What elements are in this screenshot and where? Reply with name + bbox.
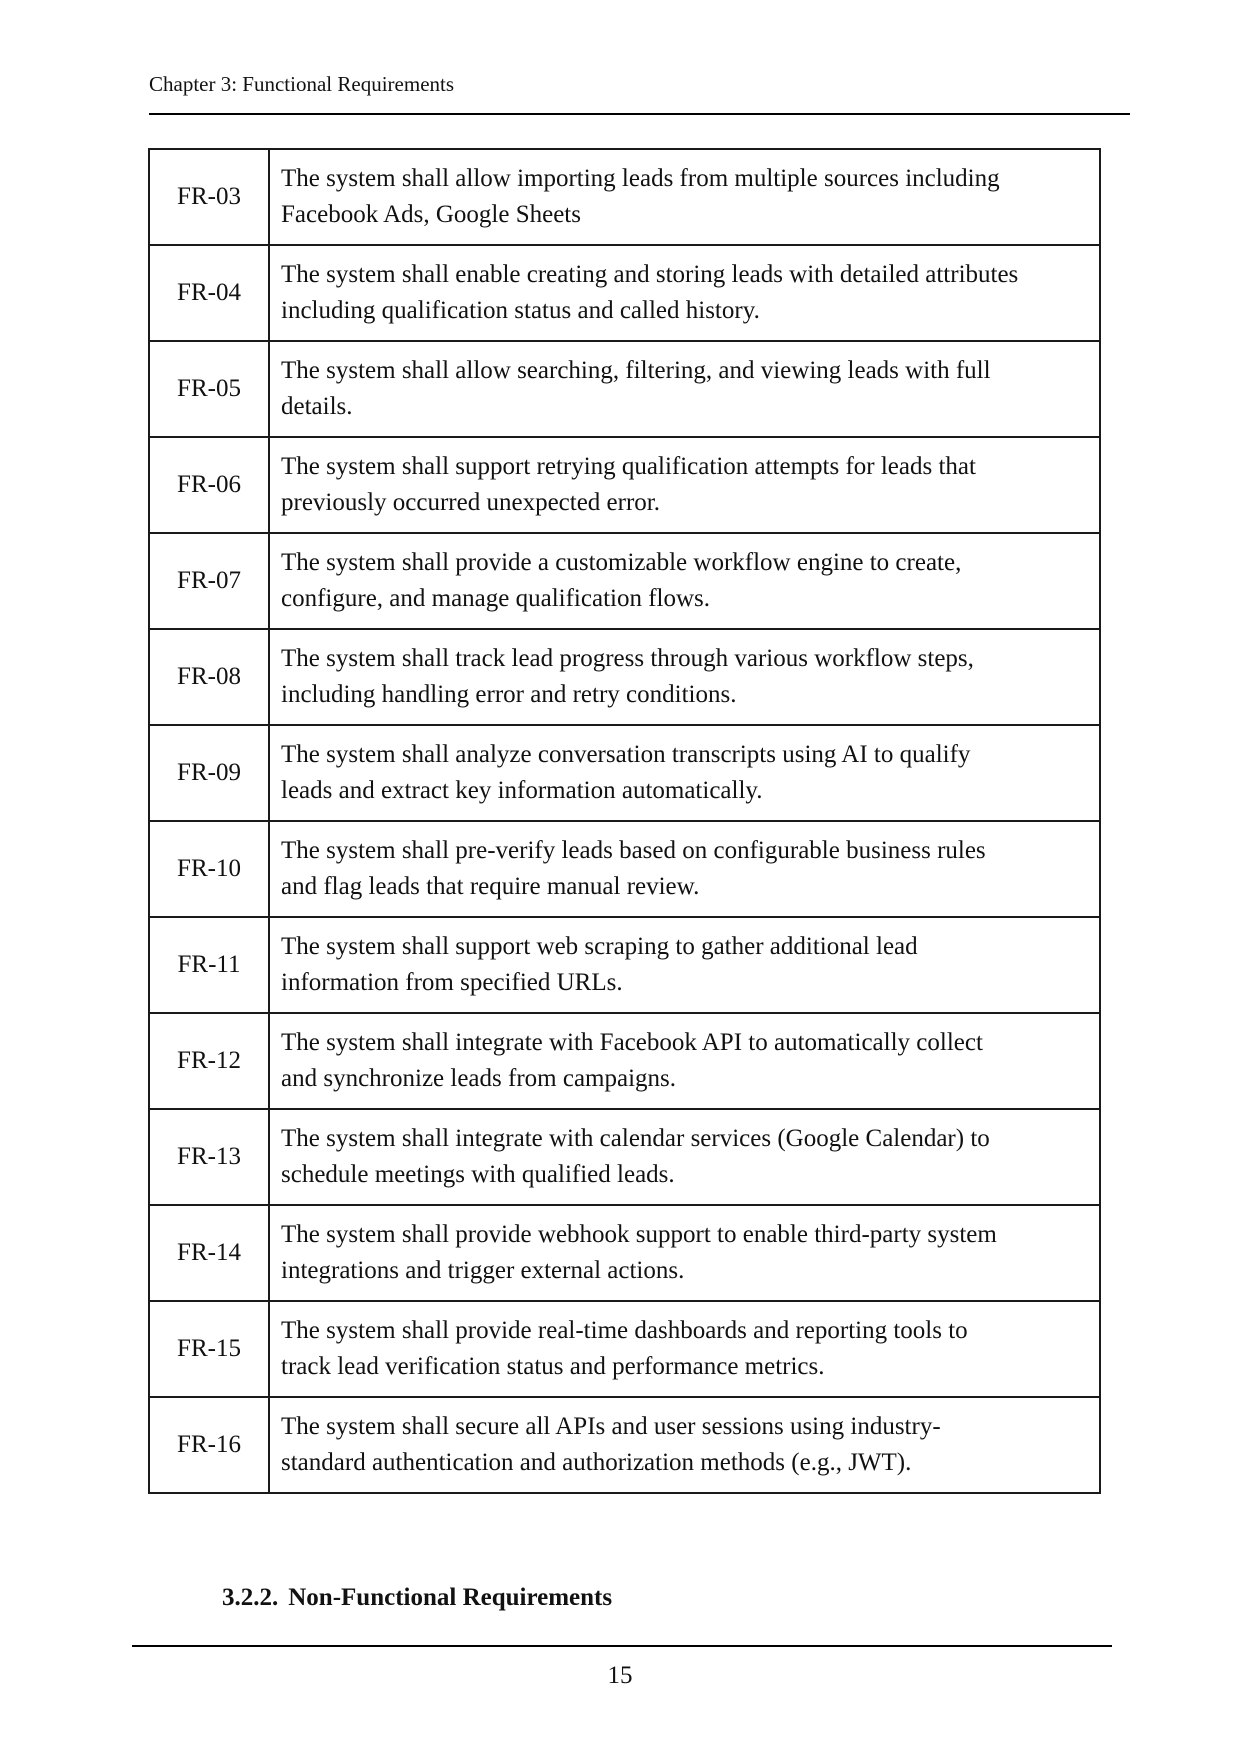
requirement-description <box>269 1205 1100 1301</box>
requirement-description-line: The system shall allow importing leads from multiple sources including <box>281 165 1000 192</box>
requirement-id: FR-13 <box>149 1109 269 1205</box>
requirement-description-line: The system shall pre-verify leads based on configurable business rules <box>281 837 986 864</box>
requirement-row <box>149 1301 1100 1397</box>
requirement-description-line: The system shall allow searching, filtering, and viewing leads with full <box>281 357 991 384</box>
requirement-id: FR-04 <box>149 245 269 341</box>
requirement-description-line: previously occurred unexpected error. <box>281 489 661 516</box>
requirement-id: FR-07 <box>149 533 269 629</box>
requirement-row <box>149 341 1100 437</box>
requirement-description <box>269 629 1100 725</box>
requirement-id: FR-12 <box>149 1013 269 1109</box>
footer-rule <box>132 1645 1112 1647</box>
requirement-description-line: leads and extract key information automatically. <box>281 777 763 804</box>
requirement-id: FR-16 <box>149 1397 269 1493</box>
requirement-description-line: The system shall provide a customizable workflow engine to create, <box>281 549 962 576</box>
requirement-id: FR-03 <box>149 149 269 245</box>
requirement-row <box>149 1013 1100 1109</box>
requirement-description-line: and flag leads that require manual review. <box>281 873 700 900</box>
requirement-description-line: including qualification status and called history. <box>281 297 760 324</box>
page-number: 15 <box>607 1662 633 1689</box>
requirement-description <box>269 245 1100 341</box>
requirement-row <box>149 1397 1100 1493</box>
requirement-description-line: including handling error and retry conditions. <box>281 681 737 708</box>
requirement-description-line: schedule meetings with qualified leads. <box>281 1161 675 1188</box>
requirement-id: FR-11 <box>149 917 269 1013</box>
requirement-description-line: The system shall provide real-time dashboards and reporting tools to <box>281 1317 968 1344</box>
requirement-row <box>149 149 1100 245</box>
section-heading <box>222 1585 612 1610</box>
requirement-row <box>149 725 1100 821</box>
requirement-description <box>269 341 1100 437</box>
requirement-description <box>269 1301 1100 1397</box>
requirement-description-line: The system shall integrate with Facebook API to automatically collect <box>281 1029 983 1056</box>
requirement-description-line: track lead verification status and performance metrics. <box>281 1353 825 1380</box>
requirement-row <box>149 1109 1100 1205</box>
requirement-description-line: details. <box>281 393 353 420</box>
requirements-table <box>148 148 1101 1494</box>
requirement-description <box>269 437 1100 533</box>
requirement-description <box>269 1397 1100 1493</box>
requirement-id: FR-10 <box>149 821 269 917</box>
requirement-description <box>269 533 1100 629</box>
requirement-description-line: The system shall secure all APIs and user sessions using industry- <box>281 1413 941 1440</box>
requirement-description-line: The system shall track lead progress through various workflow steps, <box>281 645 974 672</box>
requirement-description <box>269 149 1100 245</box>
requirement-description-line: The system shall integrate with calendar services (Google Calendar) to <box>281 1125 990 1152</box>
requirement-description-line: The system shall provide webhook support to enable third-party system <box>281 1221 997 1248</box>
requirement-row <box>149 821 1100 917</box>
requirement-description-line: configure, and manage qualification flows. <box>281 585 711 612</box>
requirement-description-line: The system shall enable creating and storing leads with detailed attributes <box>281 261 1019 288</box>
requirements-table-body <box>149 149 1100 1493</box>
requirement-description-line: information from specified URLs. <box>281 969 623 996</box>
requirement-id: FR-05 <box>149 341 269 437</box>
requirement-row <box>149 437 1100 533</box>
requirement-description <box>269 917 1100 1013</box>
requirement-description-line: The system shall analyze conversation transcripts using AI to qualify <box>281 741 971 768</box>
requirement-description <box>269 1013 1100 1109</box>
requirement-row <box>149 917 1100 1013</box>
header-rule <box>149 113 1130 115</box>
requirement-description-line: The system shall support web scraping to gather additional lead <box>281 933 918 960</box>
requirement-row <box>149 533 1100 629</box>
section-number: 3.2.2. <box>222 1584 279 1611</box>
running-header: Chapter 3: Functional Requirements <box>149 72 455 96</box>
requirement-row <box>149 1205 1100 1301</box>
requirement-row <box>149 629 1100 725</box>
requirement-description-line: standard authentication and authorization methods (e.g., JWT). <box>281 1449 912 1476</box>
section-title: Non-Functional Requirements <box>288 1584 613 1611</box>
requirement-description-line: integrations and trigger external actions. <box>281 1257 685 1284</box>
requirement-id: FR-08 <box>149 629 269 725</box>
requirement-id: FR-14 <box>149 1205 269 1301</box>
requirement-description-line: The system shall support retrying qualification attempts for leads that <box>281 453 976 480</box>
requirement-id: FR-15 <box>149 1301 269 1397</box>
requirement-description <box>269 725 1100 821</box>
requirement-id: FR-09 <box>149 725 269 821</box>
requirement-description-line: Facebook Ads, Google Sheets <box>281 201 581 228</box>
requirement-description <box>269 1109 1100 1205</box>
requirement-id: FR-06 <box>149 437 269 533</box>
requirement-row <box>149 245 1100 341</box>
requirement-description <box>269 821 1100 917</box>
requirement-description-line: and synchronize leads from campaigns. <box>281 1065 677 1092</box>
